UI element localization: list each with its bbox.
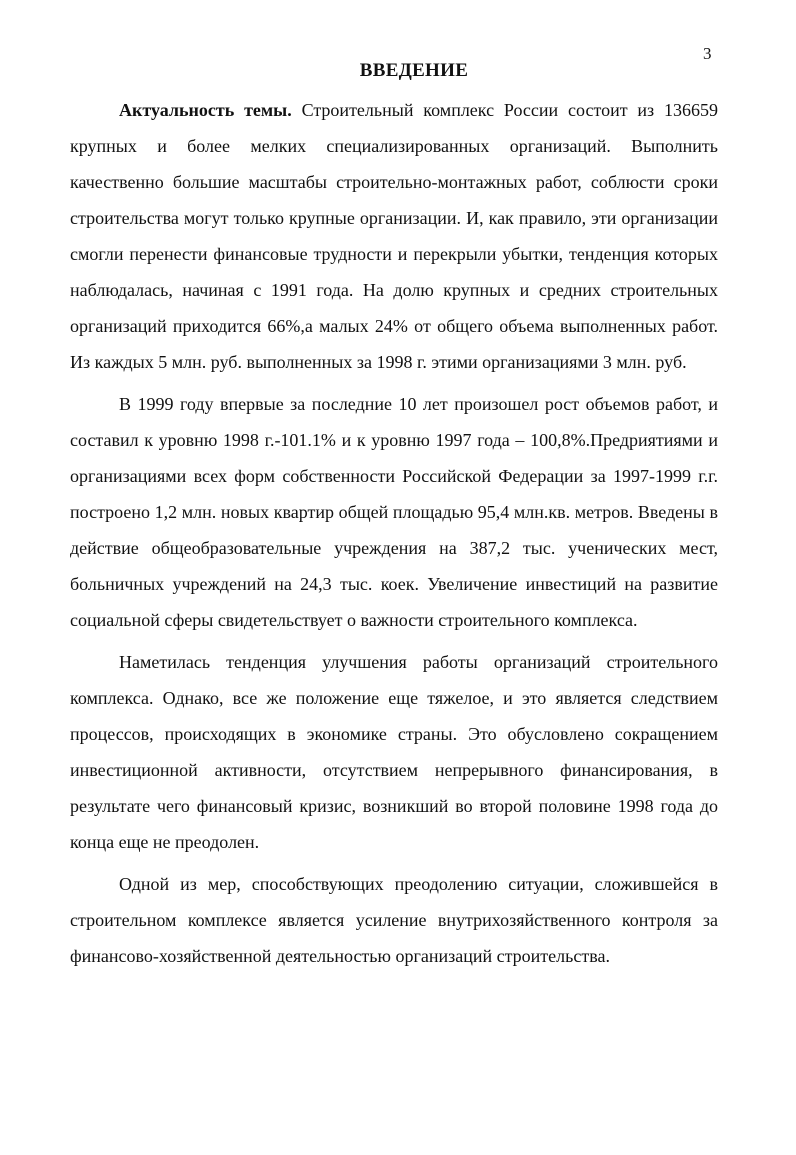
document-body bbox=[70, 92, 718, 974]
paragraph-trend: Наметилась тенденция улучшения работы организаций строительного комплекса. Однако, все же положение еще тяжелое, и это является следствием процессов, происходящих в экономике страны. Это обусловлено сокращением инвестиционной активности, отсутствием непрерывного финансирования, в результате чего финансовый кризис, возникший во второй половине 1998 года до конца еще не преодолен. bbox=[70, 652, 718, 852]
paragraph-relevance bbox=[70, 92, 718, 380]
paragraph-growth: В 1999 году впервые за последние 10 лет произошел рост объемов работ, и составил к уровню 1998 г.-101.1% и к уровню 1997 года – 100,8%.Предриятиями и организациями всех форм собственности Российской Федерации за 1997-1999 г.г. построено 1,2 млн. новых квартир общей площадью 95,4 млн.кв. метров. Введены в действие общеобразовательные учреждения на 387,2 тыс. ученических мест, больничных учреждений на 24,3 тыс. коек. Увеличение инвестиций на развитие социальной сферы свидетельствует о важности строительного комплекса. bbox=[70, 394, 718, 630]
paragraph-text: Строительный комплекс России состоит из 136659 крупных и более мелких специализированных организаций. Выполнить качественно большие масштабы строительно-монтажных работ, соблюсти сроки строительства могут только крупные организации. И, как правило, эти организации смогли перенести финансовые трудности и перекрыли убытки, тенденция которых наблюдалась, начиная с 1991 года. На долю крупных и средних строительных организаций приходится 66%,а малых 24% от общего объема выполненных работ. Из каждых 5 млн. руб. выполненных за 1998 г. этими организациями 3 млн. руб. bbox=[70, 100, 718, 372]
page-number: 3 bbox=[703, 44, 712, 63]
page-title: ВВЕДЕНИЕ bbox=[359, 60, 469, 81]
paragraph-measures: Одной из мер, способствующих преодолению ситуации, сложившейся в строительном комплексе является усиление внутрихозяйственного контроля за финансово-хозяйственной деятельностью организаций строительства. bbox=[70, 874, 718, 966]
paragraph-lead: Актуальность темы. bbox=[119, 100, 292, 120]
